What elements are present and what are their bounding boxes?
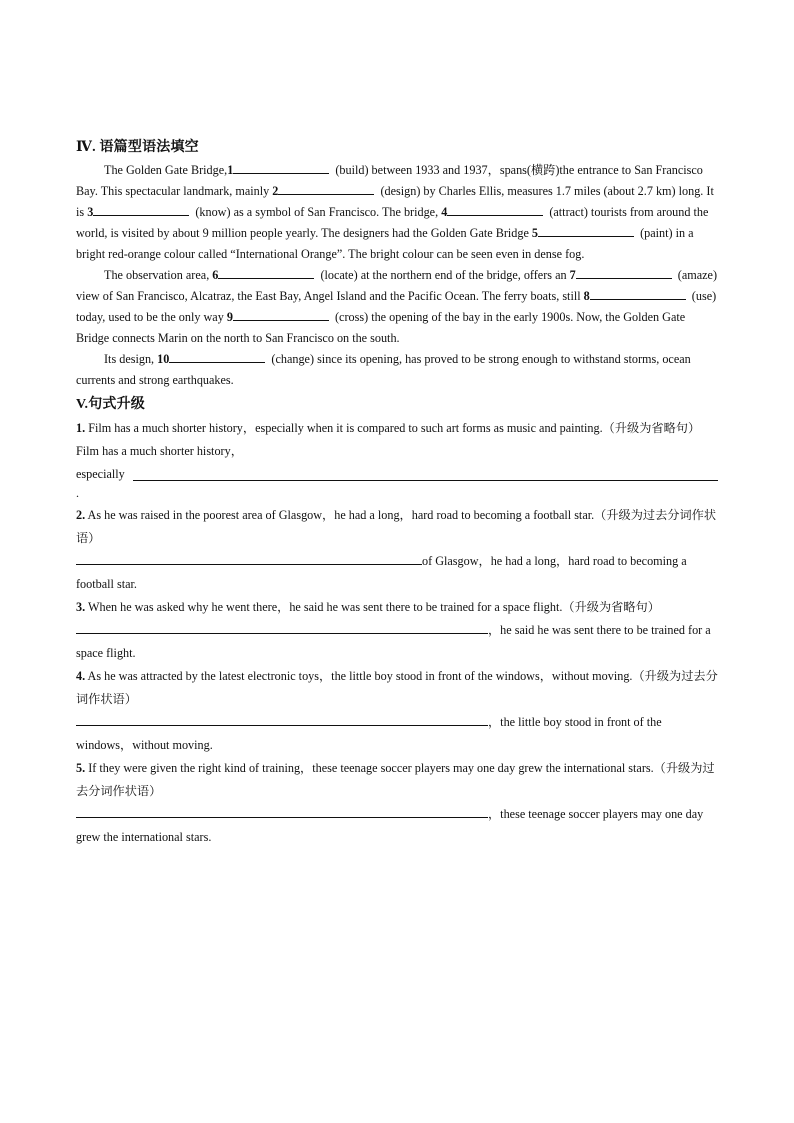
worksheet-page xyxy=(76,136,718,849)
answer-blank-10[interactable] xyxy=(169,350,265,363)
blank-number-2: 2 xyxy=(272,184,279,198)
answer-line-4[interactable] xyxy=(76,712,488,726)
blank-number-1: 1 xyxy=(227,163,234,177)
answer-line-2[interactable] xyxy=(76,551,422,565)
answer-blank-5[interactable] xyxy=(538,224,634,237)
passage-paragraph-1: The Golden Gate Bridge,1 (build) between 1933 and 1937，spans(横跨)the entrance to San Francisco Bay. This spectacular landmark, mainly 2 (design) by Charles Ellis, measures 1.7 miles (about 2.7 km) long. It is 3 (know) as a symbol of San Francisco. The bridge, 4 (attract) tourists from around the world, is visited by about 9 million people yearly. The designers had the Golden Gate Bridge 5 (paint) in a bright red-orange colour called “International Orange”. The bright colour can be seen even in dense fog. xyxy=(76,163,714,261)
blank-number-8: 8 xyxy=(583,289,590,303)
section-4-title: Ⅳ. 语篇型语法填空 xyxy=(76,140,199,155)
answer-blank-7[interactable] xyxy=(576,266,672,279)
question-3: 3. When he was asked why he went there，he said he was sent there to be trained for a space flight.（升级为省略句） ，he said he was sent there to be trained for a space flight. xyxy=(76,600,711,660)
question-2: 2. As he was raised in the poorest area of Glasgow，he had a long，hard road to becoming a football star.（升级为过去分词作状语） of Glasgow，he had a long，hard road to becoming a football star. xyxy=(76,508,717,591)
answer-1-row: especially xyxy=(76,463,718,486)
answer-blank-2[interactable] xyxy=(278,182,374,195)
blank-number-3: 3 xyxy=(87,205,94,219)
blank-number-5: 5 xyxy=(531,226,539,240)
blank-number-10: 10 xyxy=(157,352,170,366)
answer-line-3[interactable] xyxy=(76,620,488,634)
passage-paragraph-3: Its design, 10 (change) since its opening, has proved to be strong enough to withstand storms, ocean currents and strong earthquakes. xyxy=(76,352,691,387)
blank-number-6: 6 xyxy=(212,268,219,282)
answer-line-1[interactable] xyxy=(133,466,718,481)
answer-blank-1[interactable] xyxy=(233,161,329,174)
answer-blank-4[interactable] xyxy=(447,203,543,216)
answer-line-5[interactable] xyxy=(76,804,488,818)
answer-blank-9[interactable] xyxy=(233,308,329,321)
answer-blank-3[interactable] xyxy=(93,203,189,216)
section-5-title: V.句式升级 xyxy=(76,397,146,412)
question-1: 1. Film has a much shorter history，especially when it is compared to such art forms as music and painting.（升级为省略句） Film has a much shorter history， especially . xyxy=(76,417,718,500)
answer-1-prefix: Film has a much shorter history， xyxy=(76,444,243,458)
blank-number-7: 7 xyxy=(569,268,576,282)
answer-blank-8[interactable] xyxy=(590,287,686,300)
question-5: 5. If they were given the right kind of training，these teenage soccer players may one day grew the international stars.（升级为过去分词作状语） ，these teenage soccer players may one day grew the international stars. xyxy=(76,761,715,844)
blank-number-4: 4 xyxy=(441,205,448,219)
passage-paragraph-2: The observation area, 6 (locate) at the northern end of the bridge, offers an 7 (amaze) view of San Francisco, Alcatraz, the East Bay, Angel Island and the Pacific Ocean. The ferry boats, still 8 (use) today, used to be the only way 9 (cross) the opening of the bay in the early 1900s. Now, the Golden Gate Bridge connects Marin on the north to San Francisco on the south. xyxy=(76,268,718,345)
question-4: 4. As he was attracted by the latest electronic toys，the little boy stood in front of the windows，without moving.（升级为过去分词作状语） ，the little boy stood in front of the windows，without moving. xyxy=(76,669,718,752)
blank-number-9: 9 xyxy=(226,310,233,324)
answer-blank-6[interactable] xyxy=(218,266,314,279)
